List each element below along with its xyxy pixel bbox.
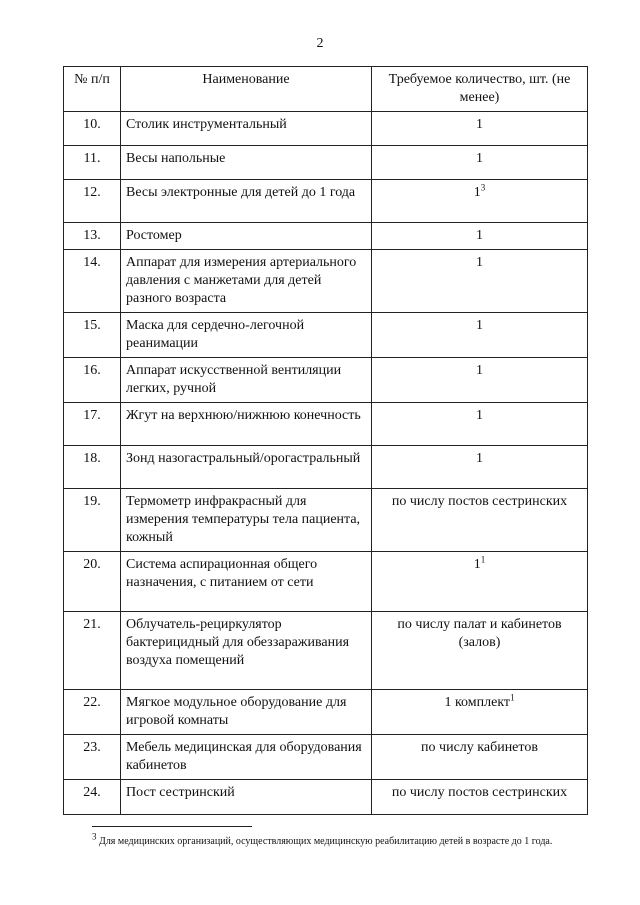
row-quantity bbox=[372, 358, 588, 403]
table-row bbox=[64, 180, 588, 223]
row-name: Весы электронные для детей до 1 года bbox=[121, 180, 372, 223]
quantity-value: 1 bbox=[476, 451, 483, 466]
row-number: 11. bbox=[64, 146, 121, 180]
row-name: Зонд назогастральный/орогастральный bbox=[121, 446, 372, 489]
table-row bbox=[64, 612, 588, 690]
quantity-value: 1 bbox=[476, 363, 483, 378]
row-quantity bbox=[372, 250, 588, 313]
footnote bbox=[92, 831, 612, 847]
footnote-reference: 3 bbox=[480, 182, 486, 193]
row-quantity bbox=[372, 180, 588, 223]
row-number: 13. bbox=[64, 223, 121, 250]
row-name: Маска для сердечно-легочной реанимации bbox=[121, 313, 372, 358]
quantity-value: 1 bbox=[476, 318, 483, 333]
row-quantity bbox=[372, 446, 588, 489]
equipment-table bbox=[63, 66, 588, 815]
row-number: 18. bbox=[64, 446, 121, 489]
row-number: 17. bbox=[64, 403, 121, 446]
table-row bbox=[64, 489, 588, 552]
row-name: Мягкое модульное оборудование для игровой комнаты bbox=[121, 690, 372, 735]
quantity-value: 1 bbox=[476, 408, 483, 423]
row-quantity bbox=[372, 612, 588, 690]
row-name: Весы напольные bbox=[121, 146, 372, 180]
row-number: 12. bbox=[64, 180, 121, 223]
table-header-row bbox=[64, 67, 588, 112]
quantity-value: 1 bbox=[476, 228, 483, 243]
table-row bbox=[64, 250, 588, 313]
table-row bbox=[64, 780, 588, 815]
row-name: Аппарат искусственной вентиляции легких, ручной bbox=[121, 358, 372, 403]
row-name: Облучатель-рециркулятор бактерицидный для обеззараживания воздуха помещений bbox=[121, 612, 372, 690]
row-quantity bbox=[372, 780, 588, 815]
page-number: 2 bbox=[316, 36, 324, 51]
quantity-value: 1 комплект bbox=[444, 695, 511, 710]
footnote-mark: 3 bbox=[92, 831, 97, 842]
header-number: № п/п bbox=[64, 67, 121, 112]
quantity-value: 1 bbox=[473, 185, 481, 200]
row-quantity bbox=[372, 112, 588, 146]
table-row bbox=[64, 358, 588, 403]
row-name: Столик инструментальный bbox=[121, 112, 372, 146]
row-number: 21. bbox=[64, 612, 121, 690]
quantity-value: 1 bbox=[473, 557, 481, 572]
quantity-value: по числу кабинетов bbox=[421, 740, 538, 755]
row-name: Система аспирационная общего назначения, с питанием от сети bbox=[121, 552, 372, 612]
row-quantity bbox=[372, 690, 588, 735]
footnote-text: Для медицинских организаций, осуществляющих медицинскую реабилитацию детей в возрасте до 1 года. bbox=[99, 836, 553, 847]
table-row bbox=[64, 313, 588, 358]
row-number: 24. bbox=[64, 780, 121, 815]
table-row bbox=[64, 146, 588, 180]
table-body bbox=[64, 112, 588, 815]
header-name: Наименование bbox=[121, 67, 372, 112]
row-quantity bbox=[372, 403, 588, 446]
quantity-value: по числу палат и кабинетов (залов) bbox=[397, 617, 562, 650]
row-number: 15. bbox=[64, 313, 121, 358]
row-number: 16. bbox=[64, 358, 121, 403]
quantity-value: по числу постов сестринских bbox=[391, 785, 568, 800]
quantity-value: 1 bbox=[476, 255, 483, 270]
row-name: Ростомер bbox=[121, 223, 372, 250]
row-quantity bbox=[372, 313, 588, 358]
row-number: 10. bbox=[64, 112, 121, 146]
footnote-reference: 1 bbox=[510, 692, 515, 703]
table-row bbox=[64, 552, 588, 612]
header-quantity: Требуемое количество, шт. (не менее) bbox=[372, 67, 588, 112]
table-row bbox=[64, 690, 588, 735]
row-name: Жгут на верхнюю/нижнюю конечность bbox=[121, 403, 372, 446]
row-number: 19. bbox=[64, 489, 121, 552]
row-number: 20. bbox=[64, 552, 121, 612]
row-number: 22. bbox=[64, 690, 121, 735]
quantity-value: 1 bbox=[476, 151, 483, 166]
row-number: 23. bbox=[64, 735, 121, 780]
row-name: Термометр инфракрасный для измерения температуры тела пациента, кожный bbox=[121, 489, 372, 552]
row-quantity bbox=[372, 552, 588, 612]
row-name: Аппарат для измерения артериального давления с манжетами для детей разного возраста bbox=[121, 250, 372, 313]
table-row bbox=[64, 223, 588, 250]
row-number: 14. bbox=[64, 250, 121, 313]
row-quantity bbox=[372, 223, 588, 250]
table-row bbox=[64, 112, 588, 146]
quantity-value: 1 bbox=[476, 117, 483, 132]
footnote-divider bbox=[92, 826, 252, 827]
footnote-reference: 1 bbox=[480, 554, 486, 565]
table-row bbox=[64, 735, 588, 780]
row-name: Мебель медицинская для оборудования кабинетов bbox=[121, 735, 372, 780]
quantity-value: по числу постов сестринских bbox=[391, 494, 568, 509]
row-quantity bbox=[372, 735, 588, 780]
row-quantity bbox=[372, 489, 588, 552]
table-row bbox=[64, 403, 588, 446]
row-quantity bbox=[372, 146, 588, 180]
table-row bbox=[64, 446, 588, 489]
row-name: Пост сестринский bbox=[121, 780, 372, 815]
